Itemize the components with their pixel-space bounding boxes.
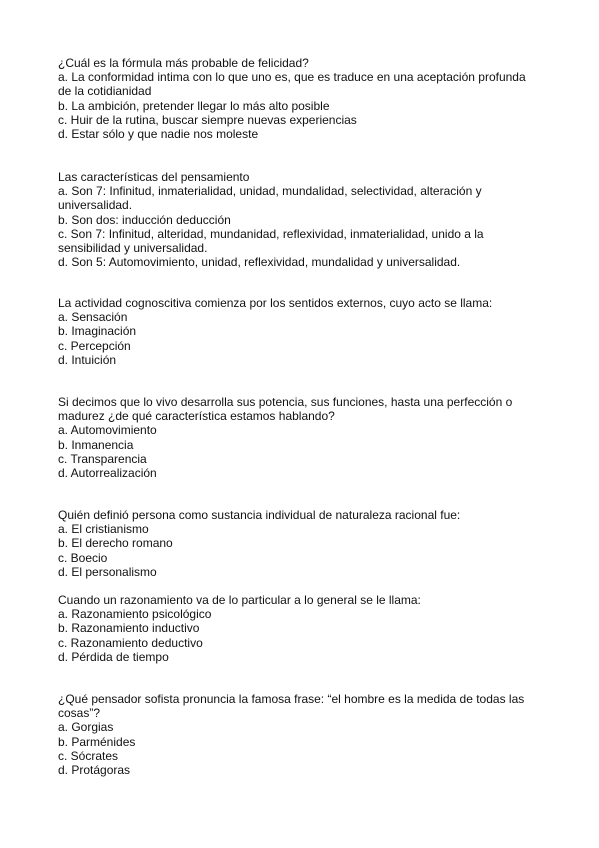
answer-option-c: c. Percepción [58,338,131,353]
answer-option-d: d. Estar sólo y que nadie nos moleste [58,127,259,142]
answer-option-b: b. Son dos: inducción deducción [58,212,231,227]
answer-option-a: a. Gorgias [58,720,114,735]
question-block-4 [58,395,558,480]
answer-option-c: c. Huir de la rutina, buscar siempre nuevas experiencias [58,112,357,127]
answer-option-b: b. Parménides [58,734,136,749]
answer-option-c: c. Boecio [58,550,108,565]
answer-option-a-continued: de la cotidianidad [58,84,152,99]
question-block-3 [58,296,558,367]
answer-option-b: b. La ambición, pretender llegar lo más alto posible [58,98,330,113]
answer-option-d: d. Protágoras [58,763,131,778]
question-text: ¿Cuál es la fórmula más probable de felicidad? [58,56,309,70]
question-text: Quién definió persona como sustancia individual de naturaleza racional fue: [58,508,461,522]
question-block-2 [58,170,558,269]
question-text: Cuando un razonamiento va de lo particular a lo general se le llama: [58,593,421,607]
answer-option-c-continued: sensibilidad y universalidad. [58,241,208,256]
answer-option-a: a. La conformidad intima con lo que uno es, que es traduce en una aceptación profunda [58,70,526,85]
question-text: Si decimos que lo vivo desarrolla sus potencia, sus funciones, hasta una perfección o [58,395,513,409]
answer-option-a: a. Automovimiento [58,423,157,438]
question-text: Las características del pensamiento [58,170,250,184]
question-block-6 [58,593,558,664]
question-text-continued: madurez ¿de qué característica estamos hablando? [58,409,335,424]
answer-option-d: d. Son 5: Automovimiento, unidad, reflexividad, mundalidad y universalidad. [58,255,461,270]
answer-option-c: c. Sócrates [58,748,119,763]
answer-option-b: b. El derecho romano [58,536,173,551]
answer-option-b: b. Inmanencia [58,437,134,452]
answer-option-d: d. Pérdida de tiempo [58,649,169,664]
answer-option-c: c. Son 7: Infinitud, alteridad, mundanidad, reflexividad, inmaterialidad, unido a la [58,226,484,241]
question-block-1 [58,56,558,141]
question-text: ¿Qué pensador sofista pronuncia la famosa frase: “el hombre es la medida de todas las [58,692,525,706]
answer-option-b: b. Razonamiento inductivo [58,621,200,636]
question-text: La actividad cognoscitiva comienza por los sentidos externos, cuyo acto se llama: [58,296,493,310]
answer-option-c: c. Razonamiento deductivo [58,635,203,650]
question-block-7 [58,692,558,777]
question-block-5 [58,508,558,579]
answer-option-a: a. Sensación [58,310,128,325]
answer-option-a: a. Razonamiento psicológico [58,607,212,622]
answer-option-d: d. El personalismo [58,564,157,579]
answer-option-a: a. Son 7: Infinitud, inmaterialidad, unidad, mundalidad, selectividad, alteración y [58,184,482,199]
question-text-continued: cosas”? [58,706,101,721]
answer-option-d: d. Intuición [58,352,117,367]
answer-option-b: b. Imaginación [58,324,137,339]
answer-option-a: a. El cristianismo [58,522,149,537]
answer-option-a-continued: universalidad. [58,198,133,213]
answer-option-c: c. Transparencia [58,451,147,466]
answer-option-d: d. Autorrealización [58,466,157,481]
